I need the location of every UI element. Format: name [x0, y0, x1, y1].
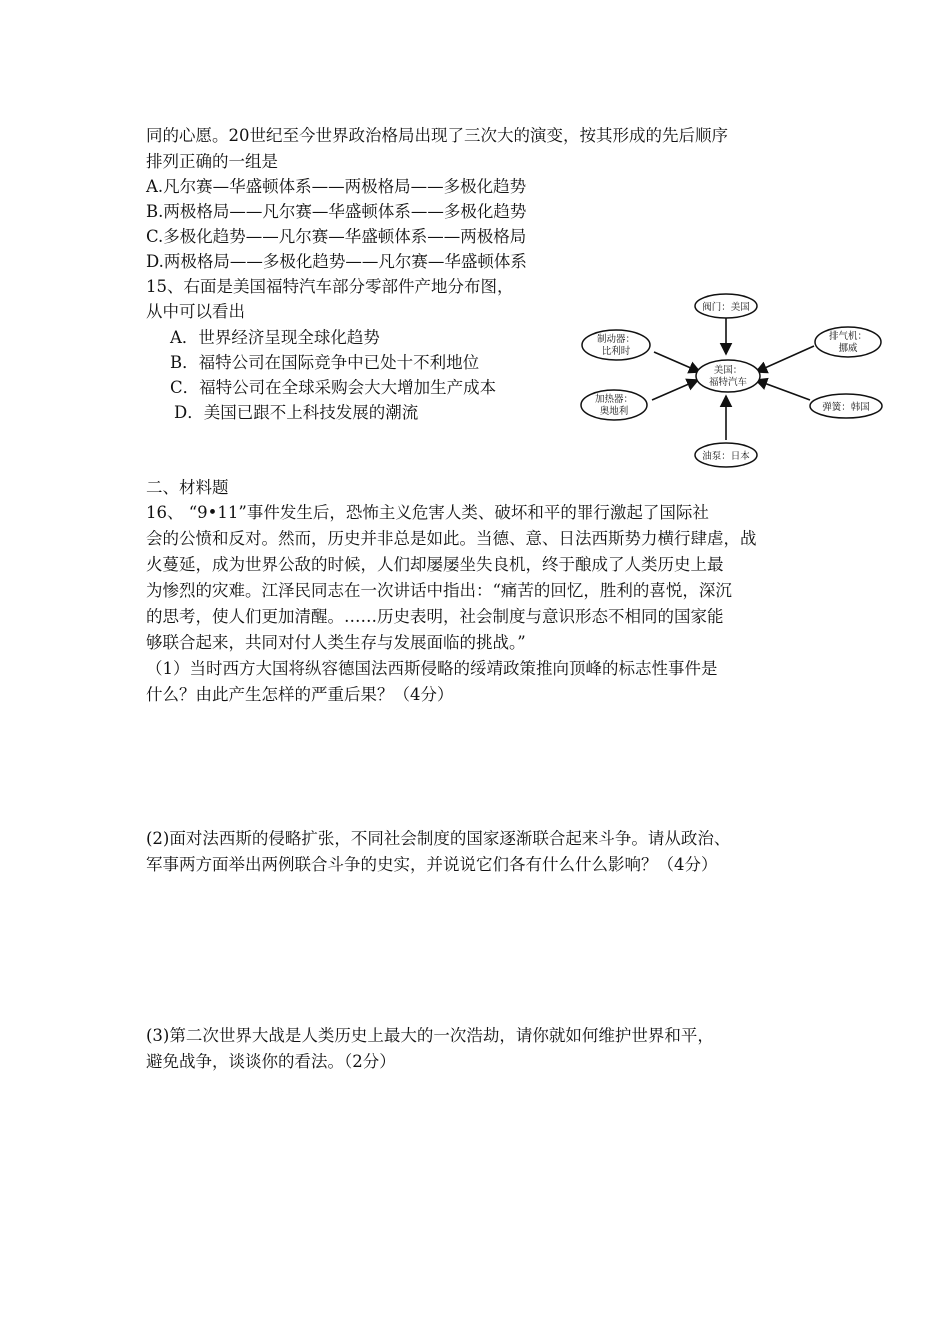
sub2-line-2: 军事两方面举出两例联合斗争的史实，并说说它们各有什么什么影响？（4分） [146, 855, 718, 874]
node-brake-line1: 制动器： [596, 334, 636, 345]
q14-line-1: 同的心愿。20世纪至今世界政治格局出现了三次大的演变，按其形成的先后顺序 [146, 126, 728, 145]
node-center-line1: 美国： [713, 365, 743, 376]
q16-line-2: 会的公愤和反对。然而，历史并非总是如此。当德、意、日法西斯势力横行肆虐，战 [146, 529, 757, 548]
q15-option-b: B．福特公司在国际竞争中已处十不利地位 [170, 353, 480, 372]
section-heading: 二、材料题 [146, 478, 229, 497]
sub3-line-1: (3)第二次世界大战是人类历史上最大的一次浩劫，请你就如何维护世界和平， [146, 1026, 714, 1045]
sub3-line-2: 避免战争，谈谈你的看法。（2分） [146, 1052, 396, 1071]
q14-option-a: A.凡尔赛—华盛顿体系——两极格局——多极化趋势 [146, 177, 527, 196]
node-pump: 油泵：日本 [702, 451, 750, 462]
node-heater-line2: 奥地利 [599, 406, 629, 417]
node-exhaust-line1: 排气机： [828, 331, 868, 342]
q15-option-d: D．美国已跟不上科技发展的潮流 [174, 403, 419, 422]
node-heater-line1: 加热器： [594, 394, 634, 405]
q16-line-4: 为惨烈的灾难。江泽民同志在一次讲话中指出：“痛苦的回忆，胜利的喜悦，深沉 [146, 581, 732, 600]
q15-option-c: C．福特公司在全球采购会大大增加生产成本 [170, 378, 497, 397]
node-exhaust-line2: 挪威 [838, 343, 858, 354]
node-center-line2: 福特汽车 [708, 377, 748, 388]
sub2-line-1: (2)面对法西斯的侵略扩张，不同社会制度的国家逐渐联合起来斗争。请从政治、 [146, 829, 731, 848]
q14-option-b: B.两极格局——凡尔赛—华盛顿体系——多极化趋势 [146, 202, 527, 221]
node-spring: 弹簧：韩国 [822, 402, 870, 413]
q16-line-1: 16、 “9•11”事件发生后，恐怖主义危害人类、破坏和平的罪行激起了国际社 [146, 503, 709, 522]
q14-line-2: 排列正确的一组是 [146, 152, 278, 171]
node-valve: 阀门：美国 [702, 302, 750, 313]
q16-line-6: 够联合起来，共同对付人类生存与发展面临的挑战。” [146, 633, 526, 652]
sub1-line-2: 什么？由此产生怎样的严重后果？（4分） [146, 685, 454, 704]
q14-option-c: C.多极化趋势——凡尔赛—华盛顿体系——两极格局 [146, 227, 527, 246]
ford-parts-diagram [576, 288, 896, 473]
q14-option-d: D.两极格局——多极化趋势——凡尔赛—华盛顿体系 [146, 252, 527, 271]
q16-line-5: 的思考，使人们更加清醒。……历史表明，社会制度与意识形态不相同的国家能 [146, 607, 724, 626]
q15-option-a: A．世界经济呈现全球化趋势 [170, 328, 380, 347]
q15-line-1: 15、右面是美国福特汽车部分零部件产地分布图， [146, 277, 514, 296]
q16-line-3: 火蔓延，成为世界公敌的时候，人们却屡屡坐失良机，终于酿成了人类历史上最 [146, 555, 724, 574]
node-brake-line2: 比利时 [601, 346, 631, 357]
q15-line-2: 从中可以看出 [146, 302, 245, 321]
sub1-line-1: （1）当时西方大国将纵容德国法西斯侵略的绥靖政策推向顶峰的标志性事件是 [146, 659, 718, 678]
